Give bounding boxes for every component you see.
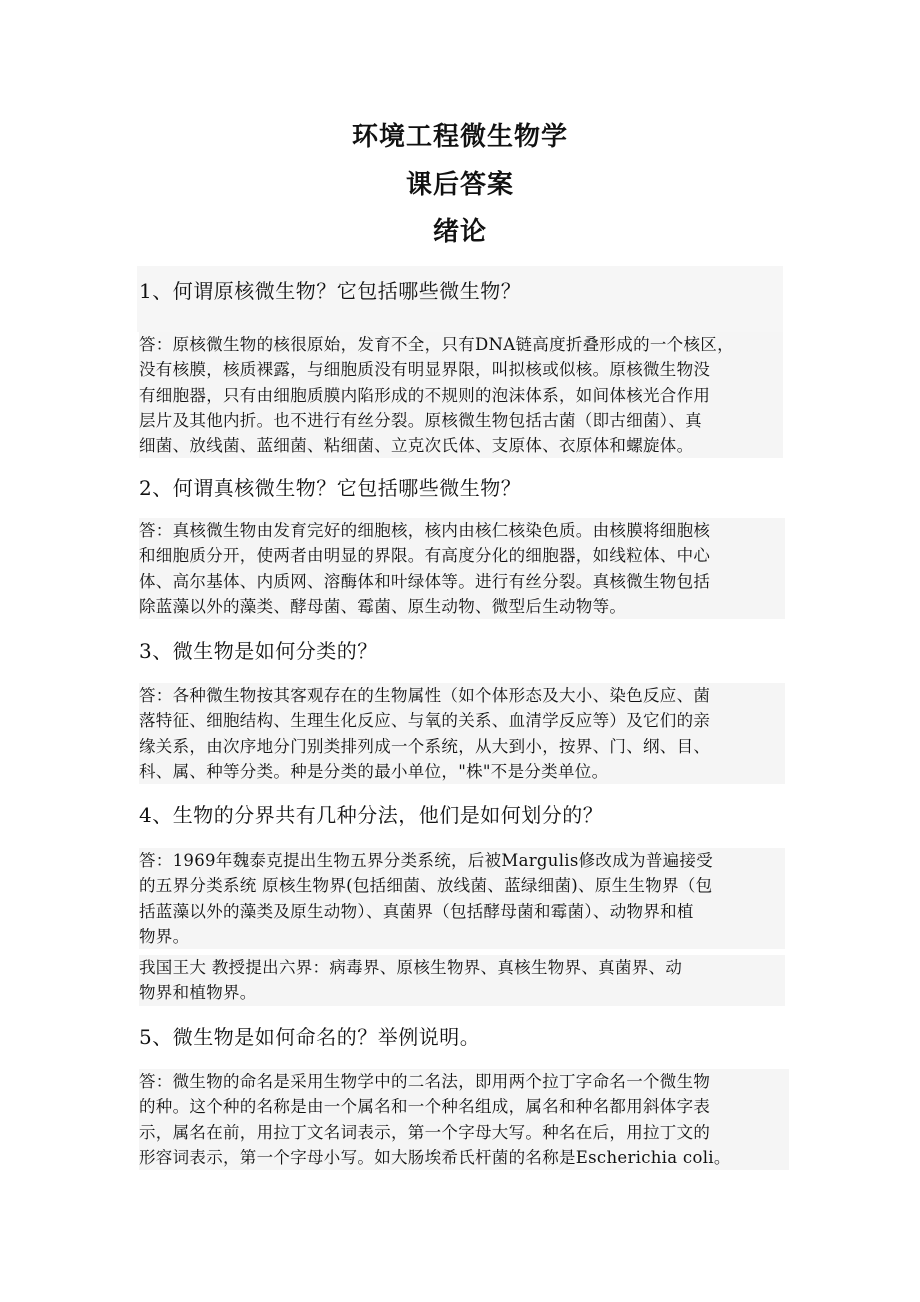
question-3: 3、微生物是如何分类的？: [139, 639, 378, 663]
answer-line: 答：真核微生物由发育完好的细胞核，核内由核仁核染色质。由核膜将细胞核: [139, 521, 711, 540]
answer-line: 我国王大 教授提出六界：病毒界、原核生物界、真核生物界、真菌界、动: [139, 958, 683, 977]
answer-line: 没有核膜，核质裸露，与细胞质没有明显界限，叫拟核或似核。原核微生物没: [139, 360, 711, 380]
answer-line: 答：各种微生物按其客观存在的生物属性（如个体形态及大小、染色反应、菌: [139, 686, 711, 705]
answer-line: 缘关系，由次序地分门别类排列成一个系统，从大到小，按界、门、纲、目、: [139, 736, 711, 756]
answer-line: 物界。: [139, 926, 190, 946]
question-5: 5、微生物是如何命名的？举例说明。: [139, 1025, 481, 1049]
answer-1: [139, 332, 783, 458]
answer-line: 形容词表示，第一个字母小写。如大肠埃希氏杆菌的名称是Escherichia coli。: [139, 1147, 731, 1167]
answer-line: 的五界分类系统 原核生物界(包括细菌、放线菌、蓝绿细菌)、原生生物界（包: [139, 876, 713, 896]
answer-line: 和细胞质分开，使两者由明显的界限。有高度分化的细胞器，如线粒体、中心: [139, 546, 711, 566]
answer-line: 答：原核微生物的核很原始，发育不全，只有DNA链高度折叠形成的一个核区，: [139, 335, 734, 354]
answer-line: 答：1969年魏泰克提出生物五界分类系统，后被Margulis修改成为普遍接受: [139, 851, 714, 870]
answer-4: [139, 848, 785, 949]
answer-line: 科、属、种等分类。种是分类的最小单位，"株"不是分类单位。: [139, 761, 609, 781]
answer-line: 括蓝藻以外的藻类及原生动物）、真菌界（包括酵母菌和霉菌）、动物界和植: [139, 901, 694, 921]
answer-line: 答：微生物的命名是采用生物学中的二名法，即用两个拉丁字命名一个微生物: [139, 1072, 711, 1091]
answer-line: 细菌、放线菌、蓝细菌、粘细菌、立克次氏体、支原体、衣原体和螺旋体。: [139, 436, 694, 456]
chapter-title: 绪论: [432, 217, 487, 247]
answer-line: 有细胞器，只有由细胞质膜内陷形成的不规则的泡沫体系，如间体核光合作用: [139, 385, 711, 405]
answer-line: 示，属名在前，用拉丁文名词表示，第一个字母大写。种名在后，用拉丁文的: [139, 1122, 711, 1142]
answer-5: [139, 1069, 789, 1170]
answer-line: 除蓝藻以外的藻类、酵母菌、霉菌、原生动物、微型后生动物等。: [139, 596, 627, 616]
answer-line: 落特征、细胞结构、生理生化反应、与氧的关系、血清学反应等）及它们的亲: [139, 711, 711, 731]
document-title: 环境工程微生物学: [351, 122, 568, 152]
question-1: 1、何谓原核微生物？它包括哪些微生物？: [139, 279, 522, 303]
document-subtitle: 课后答案: [405, 170, 514, 200]
answer-3: [139, 683, 785, 784]
answer-line: 层片及其他内折。也不进行有丝分裂。原核微生物包括古菌（即古细菌）、真: [139, 410, 702, 430]
answer-line: 的种。这个种的名称是由一个属名和一个种名组成，属名和种名都用斜体字表: [139, 1097, 711, 1117]
answer-4-extra: [139, 955, 785, 1006]
question-4: 4、生物的分界共有几种分法，他们是如何划分的？: [139, 803, 604, 827]
answer-line: 体、高尔基体、内质网、溶酶体和叶绿体等。进行有丝分裂。真核微生物包括: [139, 571, 711, 591]
answer-2: [139, 518, 785, 619]
answer-line: 物界和植物界。: [139, 983, 257, 1003]
question-2: 2、何谓真核微生物？它包括哪些微生物？: [139, 476, 522, 500]
